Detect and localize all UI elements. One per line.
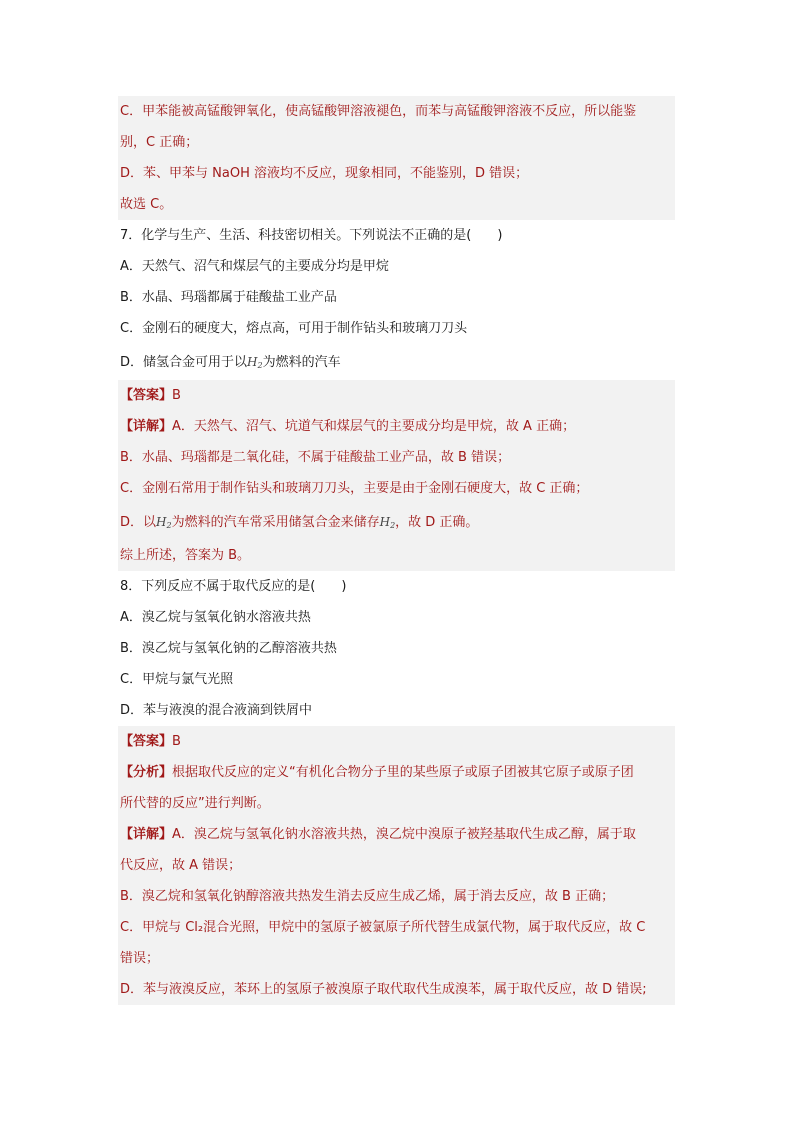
- conclusion-line: 故选 C。: [120, 197, 173, 212]
- prev-explanation-block: [118, 96, 675, 220]
- h2-formula: $H_2$: [156, 515, 172, 530]
- q7-option-d-prefix: D．储氢合金可用于以: [120, 355, 248, 370]
- q7-option-b: B．水晶、玛瑙都属于硅酸盐工业产品: [120, 290, 337, 305]
- q7-option-a: A．天然气、沼气和煤层气的主要成分均是甲烷: [120, 259, 389, 274]
- q8-explain-c2: 错误；: [120, 951, 160, 966]
- explain-c-line2: 别，C 正确；: [120, 135, 199, 150]
- explain-d-line: D．苯、甲苯与 NaOH 溶液均不反应，现象相同，不能鉴别，D 错误；: [120, 166, 529, 181]
- q7-explain-a: 【详解】A．天然气、沼气、坑道气和煤层气的主要成分均是甲烷，故 A 正确；: [120, 419, 576, 434]
- question-7: [118, 220, 675, 380]
- answer-value: B: [172, 734, 181, 749]
- explain-tag: 【详解】: [120, 419, 173, 434]
- explain-tag: 【详解】: [120, 827, 173, 842]
- q7-answer-line: [118, 380, 675, 411]
- analysis-tag: 【分析】: [120, 765, 173, 780]
- q8-explain-c1: C．甲烷与 Cl₂混合光照，甲烷中的氢原子被氯原子所代替生成氯代物，属于取代反应，故 C: [120, 920, 646, 935]
- q8-analysis-line1: 【分析】根据取代反应的定义“有机化合物分子里的某些原子或原子团被其它原子或原子团: [120, 765, 634, 780]
- answer-tag: 【答案】: [120, 734, 173, 749]
- q7-option-d-suffix: 为燃料的汽车: [262, 355, 341, 370]
- q8-option-d: D．苯与液溴的混合液滴到铁屑中: [120, 703, 313, 718]
- q7-explain-c: C．金刚石常用于制作钻头和玻璃刀刀头，主要是由于金刚石硬度大，故 C 正确；: [120, 481, 589, 496]
- q7-summary: 综上所述，答案为 B。: [120, 548, 251, 563]
- q8-analysis-line2: 所代替的反应”进行判断。: [120, 796, 270, 811]
- q7-answer-block: [118, 380, 675, 571]
- q7-option-d: [118, 344, 675, 380]
- q8-explain-d: D．苯与液溴反应，苯环上的氢原子被溴原子取代取代生成溴苯，属于取代反应，故 D 错误;: [120, 982, 647, 997]
- q7-option-c: C．金刚石的硬度大，熔点高，可用于制作钻头和玻璃刀刀头: [120, 321, 468, 336]
- answer-value: B: [172, 388, 181, 403]
- q8-answer-block: [118, 726, 675, 1005]
- q7-explain-d: D．以$H_2$为燃料的汽车常采用储氢合金来储存$H_2$，故 D 正确。: [120, 515, 479, 530]
- q8-explain-a1: 【详解】A．溴乙烷与氢氧化钠水溶液共热，溴乙烷中溴原子被羟基取代生成乙醇，属于取: [120, 827, 636, 842]
- q8-stem: 8．下列反应不属于取代反应的是( ): [120, 579, 347, 594]
- h2-formula: $H_2$: [247, 355, 263, 370]
- answer-tag: 【答案】: [120, 388, 173, 403]
- q8-option-b: B．溴乙烷与氢氧化钠的乙醇溶液共热: [120, 641, 337, 656]
- h2-formula: $H_2$: [379, 515, 396, 530]
- q8-explain-a2: 代反应，故 A 错误；: [120, 858, 242, 873]
- q8-option-c: C．甲烷与氯气光照: [120, 672, 234, 687]
- q7-stem: 7．化学与生产、生活、科技密切相关。下列说法不正确的是( ): [120, 228, 503, 243]
- q7-explain-b: B．水晶、玛瑙都是二氧化硅，不属于硅酸盐工业产品，故 B 错误；: [120, 450, 511, 465]
- q8-option-a: A．溴乙烷与氢氧化钠水溶液共热: [120, 610, 311, 625]
- document-page: [118, 96, 675, 1005]
- question-8: [118, 571, 675, 726]
- q8-answer-line: [118, 726, 675, 757]
- explain-c-line1: C．甲苯能被高锰酸钾氧化，使高锰酸钾溶液褪色，而苯与高锰酸钾溶液不反应，所以能鉴: [120, 104, 637, 119]
- q8-explain-b: B．溴乙烷和氢氧化钠醇溶液共热发生消去反应生成乙烯，属于消去反应，故 B 正确；: [120, 889, 615, 904]
